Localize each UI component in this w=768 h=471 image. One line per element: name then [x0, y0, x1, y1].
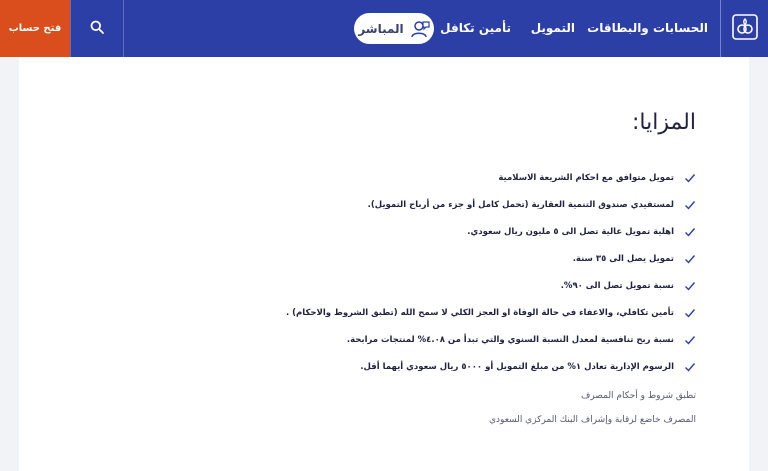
user-chat-icon: [410, 19, 430, 39]
checkmark-icon: [684, 226, 696, 238]
list-item: [286, 326, 696, 353]
feature-text: نسبة تمويل تصل الى ٩٠%.: [560, 280, 674, 291]
list-item: [286, 245, 696, 272]
checkmark-icon: [684, 253, 696, 265]
nav-accounts-cards[interactable]: الحسابات والبطاقات: [587, 21, 708, 35]
feature-text: تأمين تكافلي، والاعفاء في حالة الوفاة او العجز الكلي لا سمح الله (تطبق الشروط والاحكام) .: [285, 307, 674, 318]
checkmark-icon: [684, 199, 696, 211]
top-navigation-bar: [0, 0, 768, 57]
nav-finance[interactable]: التمويل: [530, 21, 575, 35]
feature-text: تمويل يصل الى ٣٥ سنة.: [572, 253, 674, 264]
list-item: [286, 164, 696, 191]
list-item: [286, 272, 696, 299]
list-item: [286, 353, 696, 380]
checkmark-icon: [684, 307, 696, 319]
checkmark-icon: [684, 334, 696, 346]
checkmark-icon: [684, 172, 696, 184]
feature-text: لمستفيدي صندوق التنمية العقارية (تحمل كامل أو جزء من أرباح التمويل).: [367, 199, 674, 210]
checkmark-icon: [684, 361, 696, 373]
checkmark-icon: [684, 280, 696, 292]
nav-takaful-insurance[interactable]: تأمين تكافل: [440, 21, 511, 35]
features-list: [286, 164, 696, 380]
regulation-note: المصرف خاضع لرقابة وإشراف البنك المركزي السعودي: [489, 415, 696, 425]
list-item: [286, 218, 696, 245]
open-account-button[interactable]: فتح حساب: [0, 0, 70, 57]
bank-logo-icon: [732, 14, 758, 44]
search-button[interactable]: [70, 0, 124, 57]
feature-text: نسبة ربح تنافسية لمعدل النسبة السنوي والتي تبدأ من ٤.٠٨% لمنتجات مرابحة.: [346, 334, 674, 345]
feature-text: الرسوم الإدارية تعادل ١% من مبلغ التمويل أو ٥٠٠٠ ريال سعودي أيهما أقل.: [360, 361, 674, 372]
feature-text: اهلية تمويل عالية تصل الى ٥ مليون ريال سعودي.: [467, 226, 674, 237]
page-title: المزايا:: [631, 110, 696, 135]
main-content-panel: [19, 57, 749, 471]
list-item: [286, 191, 696, 218]
live-chat-label: المباشر: [358, 21, 404, 36]
list-item: [286, 299, 696, 326]
feature-text: تمويل متوافق مع احكام الشريعة الاسلامية: [498, 172, 674, 183]
terms-note: تطبق شروط و أحكام المصرف: [581, 391, 696, 401]
bank-logo[interactable]: [720, 0, 768, 57]
search-icon: [90, 19, 104, 38]
live-chat-button[interactable]: [354, 13, 434, 44]
